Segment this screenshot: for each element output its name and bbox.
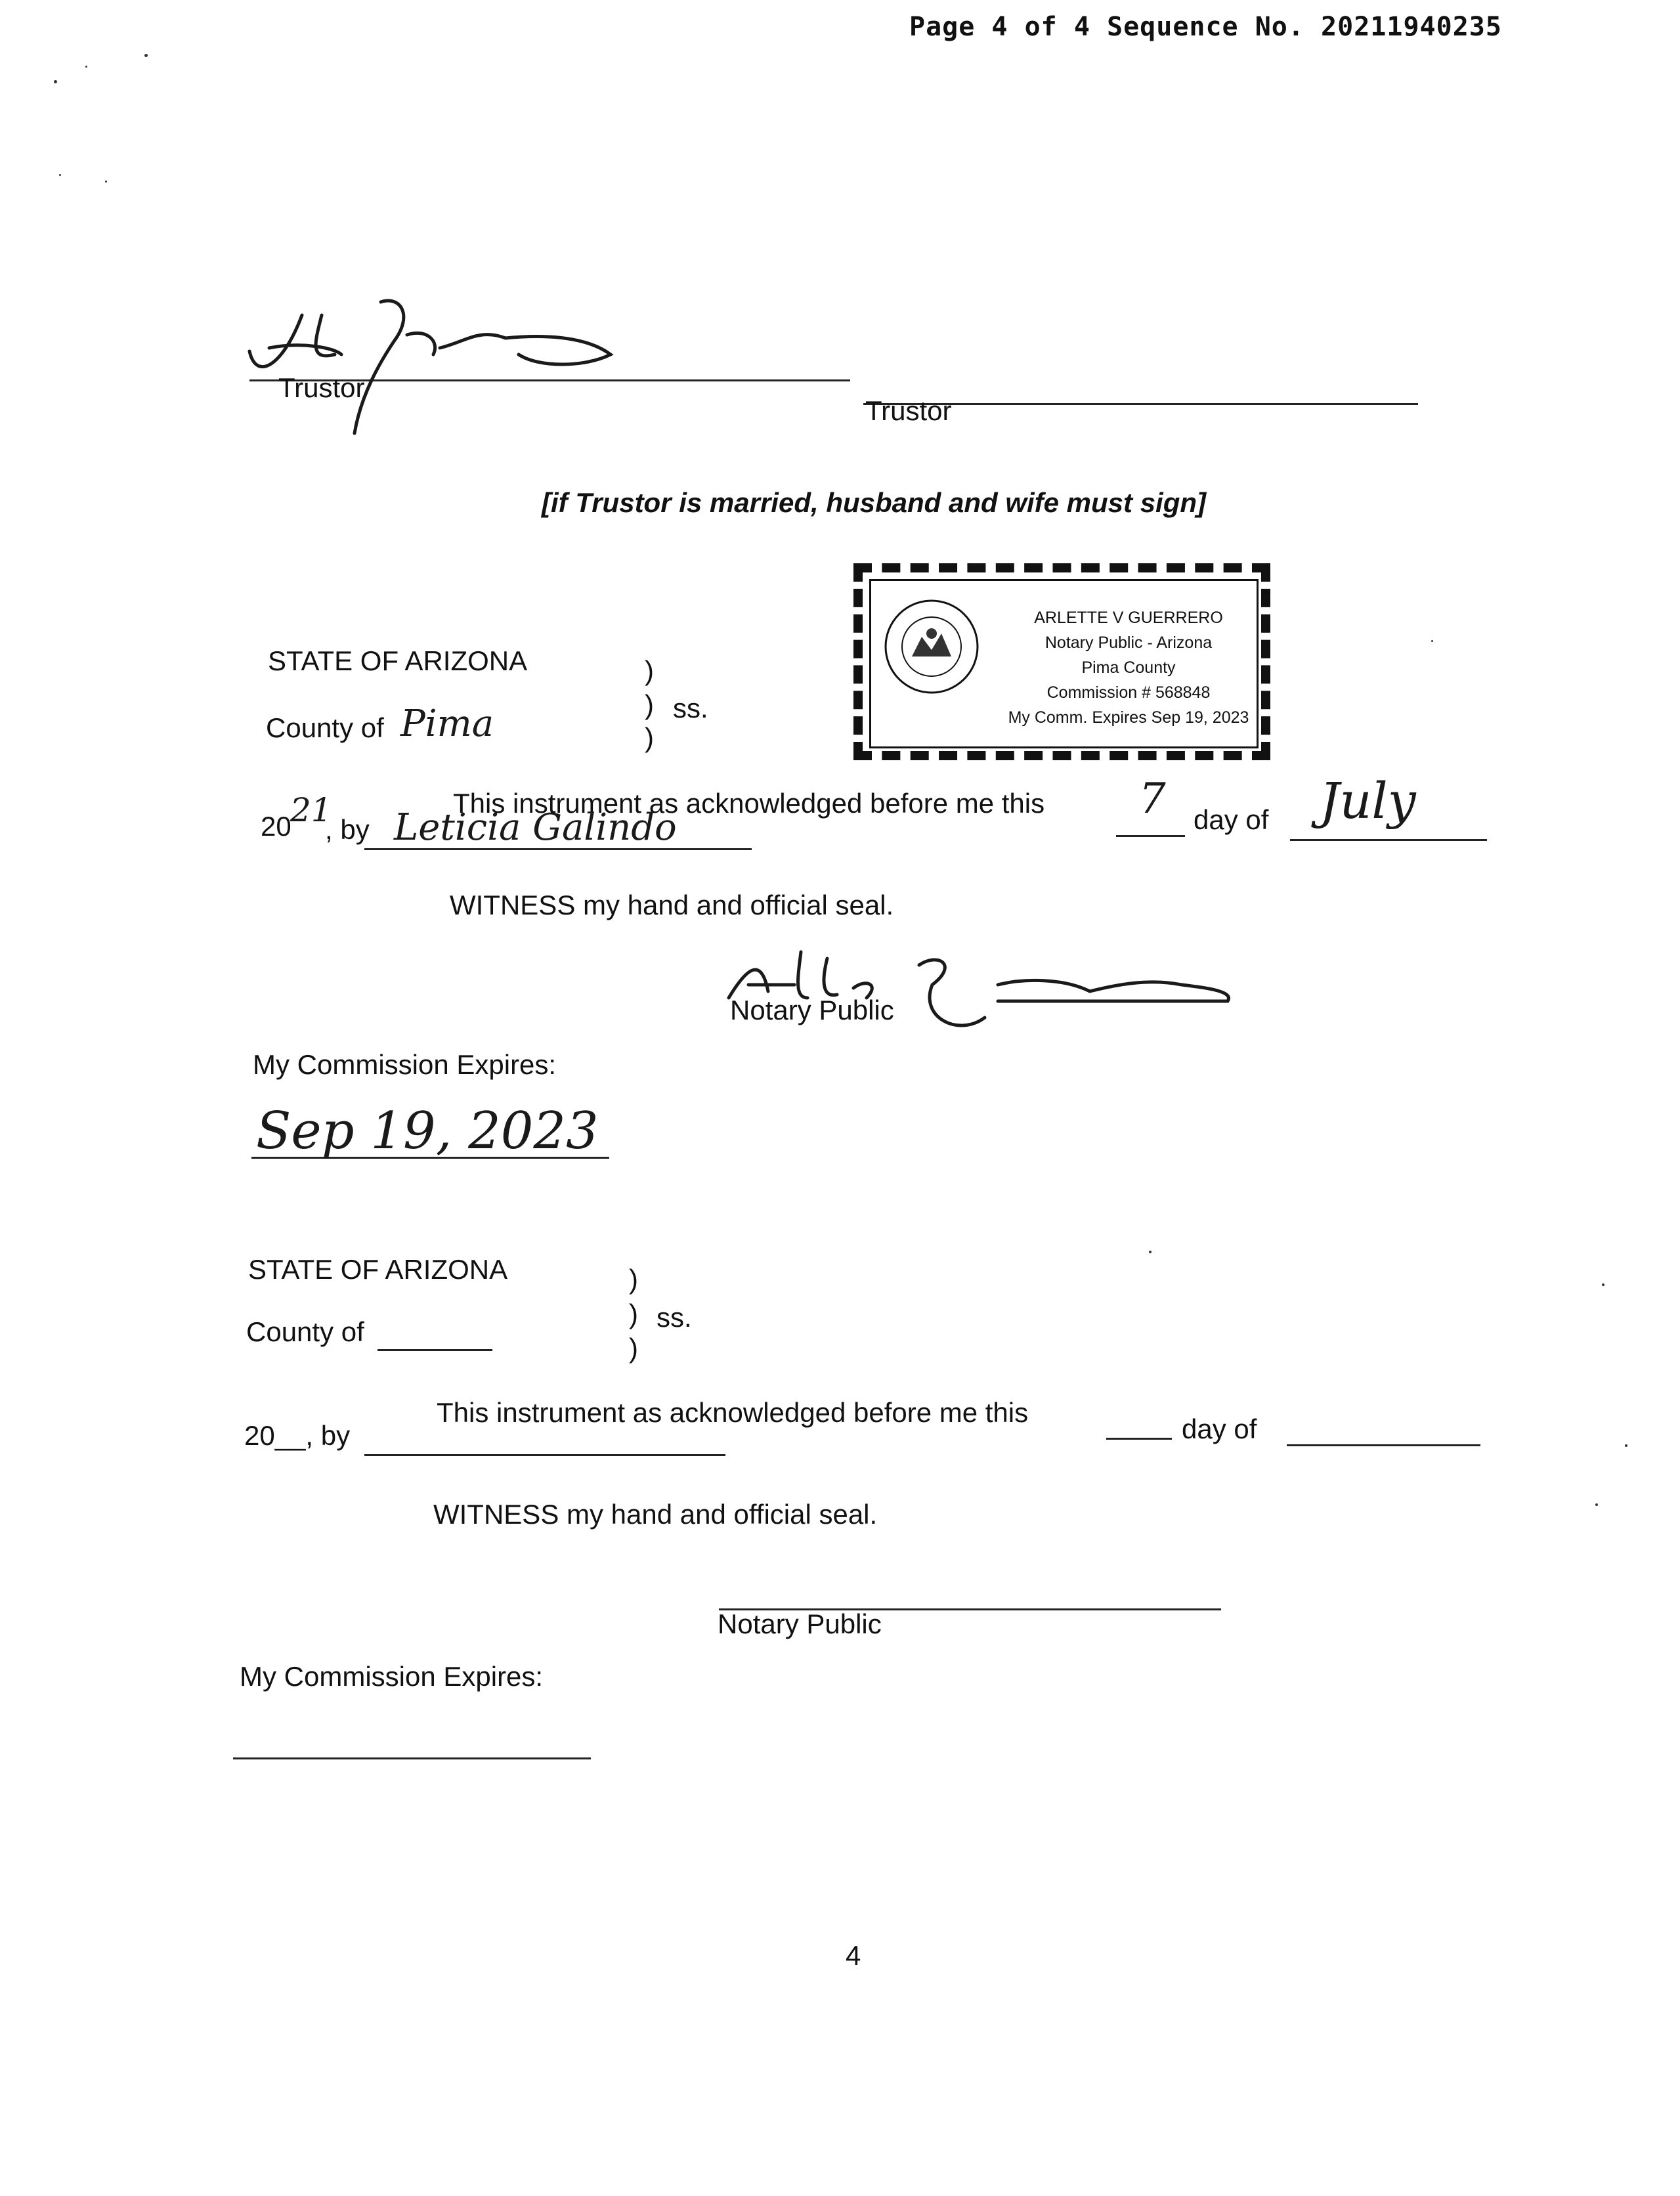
ack1-year-prefix: 20 — [261, 811, 291, 842]
scan-speck — [1602, 1283, 1605, 1286]
ack1-state: STATE OF ARIZONA — [268, 645, 528, 676]
notary-stamp — [853, 563, 1270, 760]
scan-speck — [105, 181, 107, 183]
ack1-by-value: Leticia Galindo — [394, 806, 677, 849]
ack2-month-line — [1287, 1444, 1480, 1446]
ack2-ss: ss. — [657, 1302, 692, 1333]
scan-speck — [1431, 640, 1433, 642]
ack2-commission-line — [233, 1757, 591, 1759]
scan-speck — [144, 54, 148, 57]
ack1-witness: WITNESS my hand and official seal. — [450, 890, 894, 920]
ack1-paren-1: ) — [645, 655, 654, 686]
scan-speck — [1595, 1503, 1598, 1506]
scan-speck — [1149, 1251, 1152, 1253]
ack1-intro: This instrument as acknowledged before me this — [453, 788, 1045, 819]
ack1-notary-label: Notary Public — [730, 995, 894, 1025]
ack1-year-value: 21 — [290, 791, 332, 829]
ack1-paren-3: ) — [645, 722, 654, 753]
page-sequence-header: Page 4 of 4 Sequence No. 20211940235 — [909, 12, 1502, 42]
trustor-label-1: Trustor — [278, 372, 365, 403]
scan-speck — [59, 174, 61, 176]
state-seal-icon — [882, 597, 981, 696]
ack2-county-label: County of — [246, 1316, 364, 1347]
ack1-day-of: day of — [1194, 804, 1269, 835]
stamp-commission: Commission # 568848 — [1046, 683, 1211, 702]
ack1-county-value: Pima — [400, 702, 494, 745]
ack1-day-value: 7 — [1139, 775, 1166, 823]
ack1-commission-label: My Commission Expires: — [253, 1049, 557, 1080]
scan-speck — [85, 66, 87, 68]
ack2-day-of: day of — [1182, 1413, 1257, 1444]
ack1-month-line — [1290, 839, 1487, 841]
married-note: [if Trustor is married, husband and wife must sign] — [542, 487, 1207, 518]
ack2-year-line: 20__, by — [244, 1420, 351, 1451]
ack2-commission-label: My Commission Expires: — [240, 1661, 544, 1692]
ack2-notary-label: Notary Public — [718, 1608, 882, 1639]
scan-speck — [54, 80, 57, 83]
ack1-by-label: , by — [325, 814, 370, 845]
ack1-county-label: County of — [266, 712, 384, 743]
ack2-paren-1: ) — [629, 1264, 638, 1295]
ack2-paren-2: ) — [629, 1299, 638, 1329]
ack2-county-line — [377, 1349, 492, 1351]
stamp-title: Notary Public - Arizona — [1045, 634, 1213, 652]
stamp-county: Pima County — [1081, 658, 1176, 677]
trustor-label-2: Trustor — [865, 395, 952, 426]
ack2-witness: WITNESS my hand and official seal. — [433, 1499, 878, 1530]
ack2-intro: This instrument as acknowledged before me this — [437, 1397, 1029, 1428]
ack2-by-line — [364, 1454, 725, 1456]
scan-speck — [1625, 1444, 1627, 1447]
ack1-month-value: July — [1320, 771, 1416, 830]
ack1-commission-value: Sep 19, 2023 — [256, 1102, 599, 1161]
ack1-day-line — [1116, 835, 1185, 837]
page-number: 4 — [846, 1940, 861, 1971]
ack2-day-line — [1106, 1438, 1172, 1440]
stamp-name: ARLETTE V GUERRERO — [1034, 609, 1223, 627]
ack1-paren-2: ) — [645, 689, 654, 720]
ack1-ss: ss. — [673, 693, 708, 723]
stamp-expires: My Comm. Expires Sep 19, 2023 — [1008, 708, 1249, 727]
ack2-state: STATE OF ARIZONA — [248, 1254, 508, 1285]
ack2-paren-3: ) — [629, 1333, 638, 1364]
